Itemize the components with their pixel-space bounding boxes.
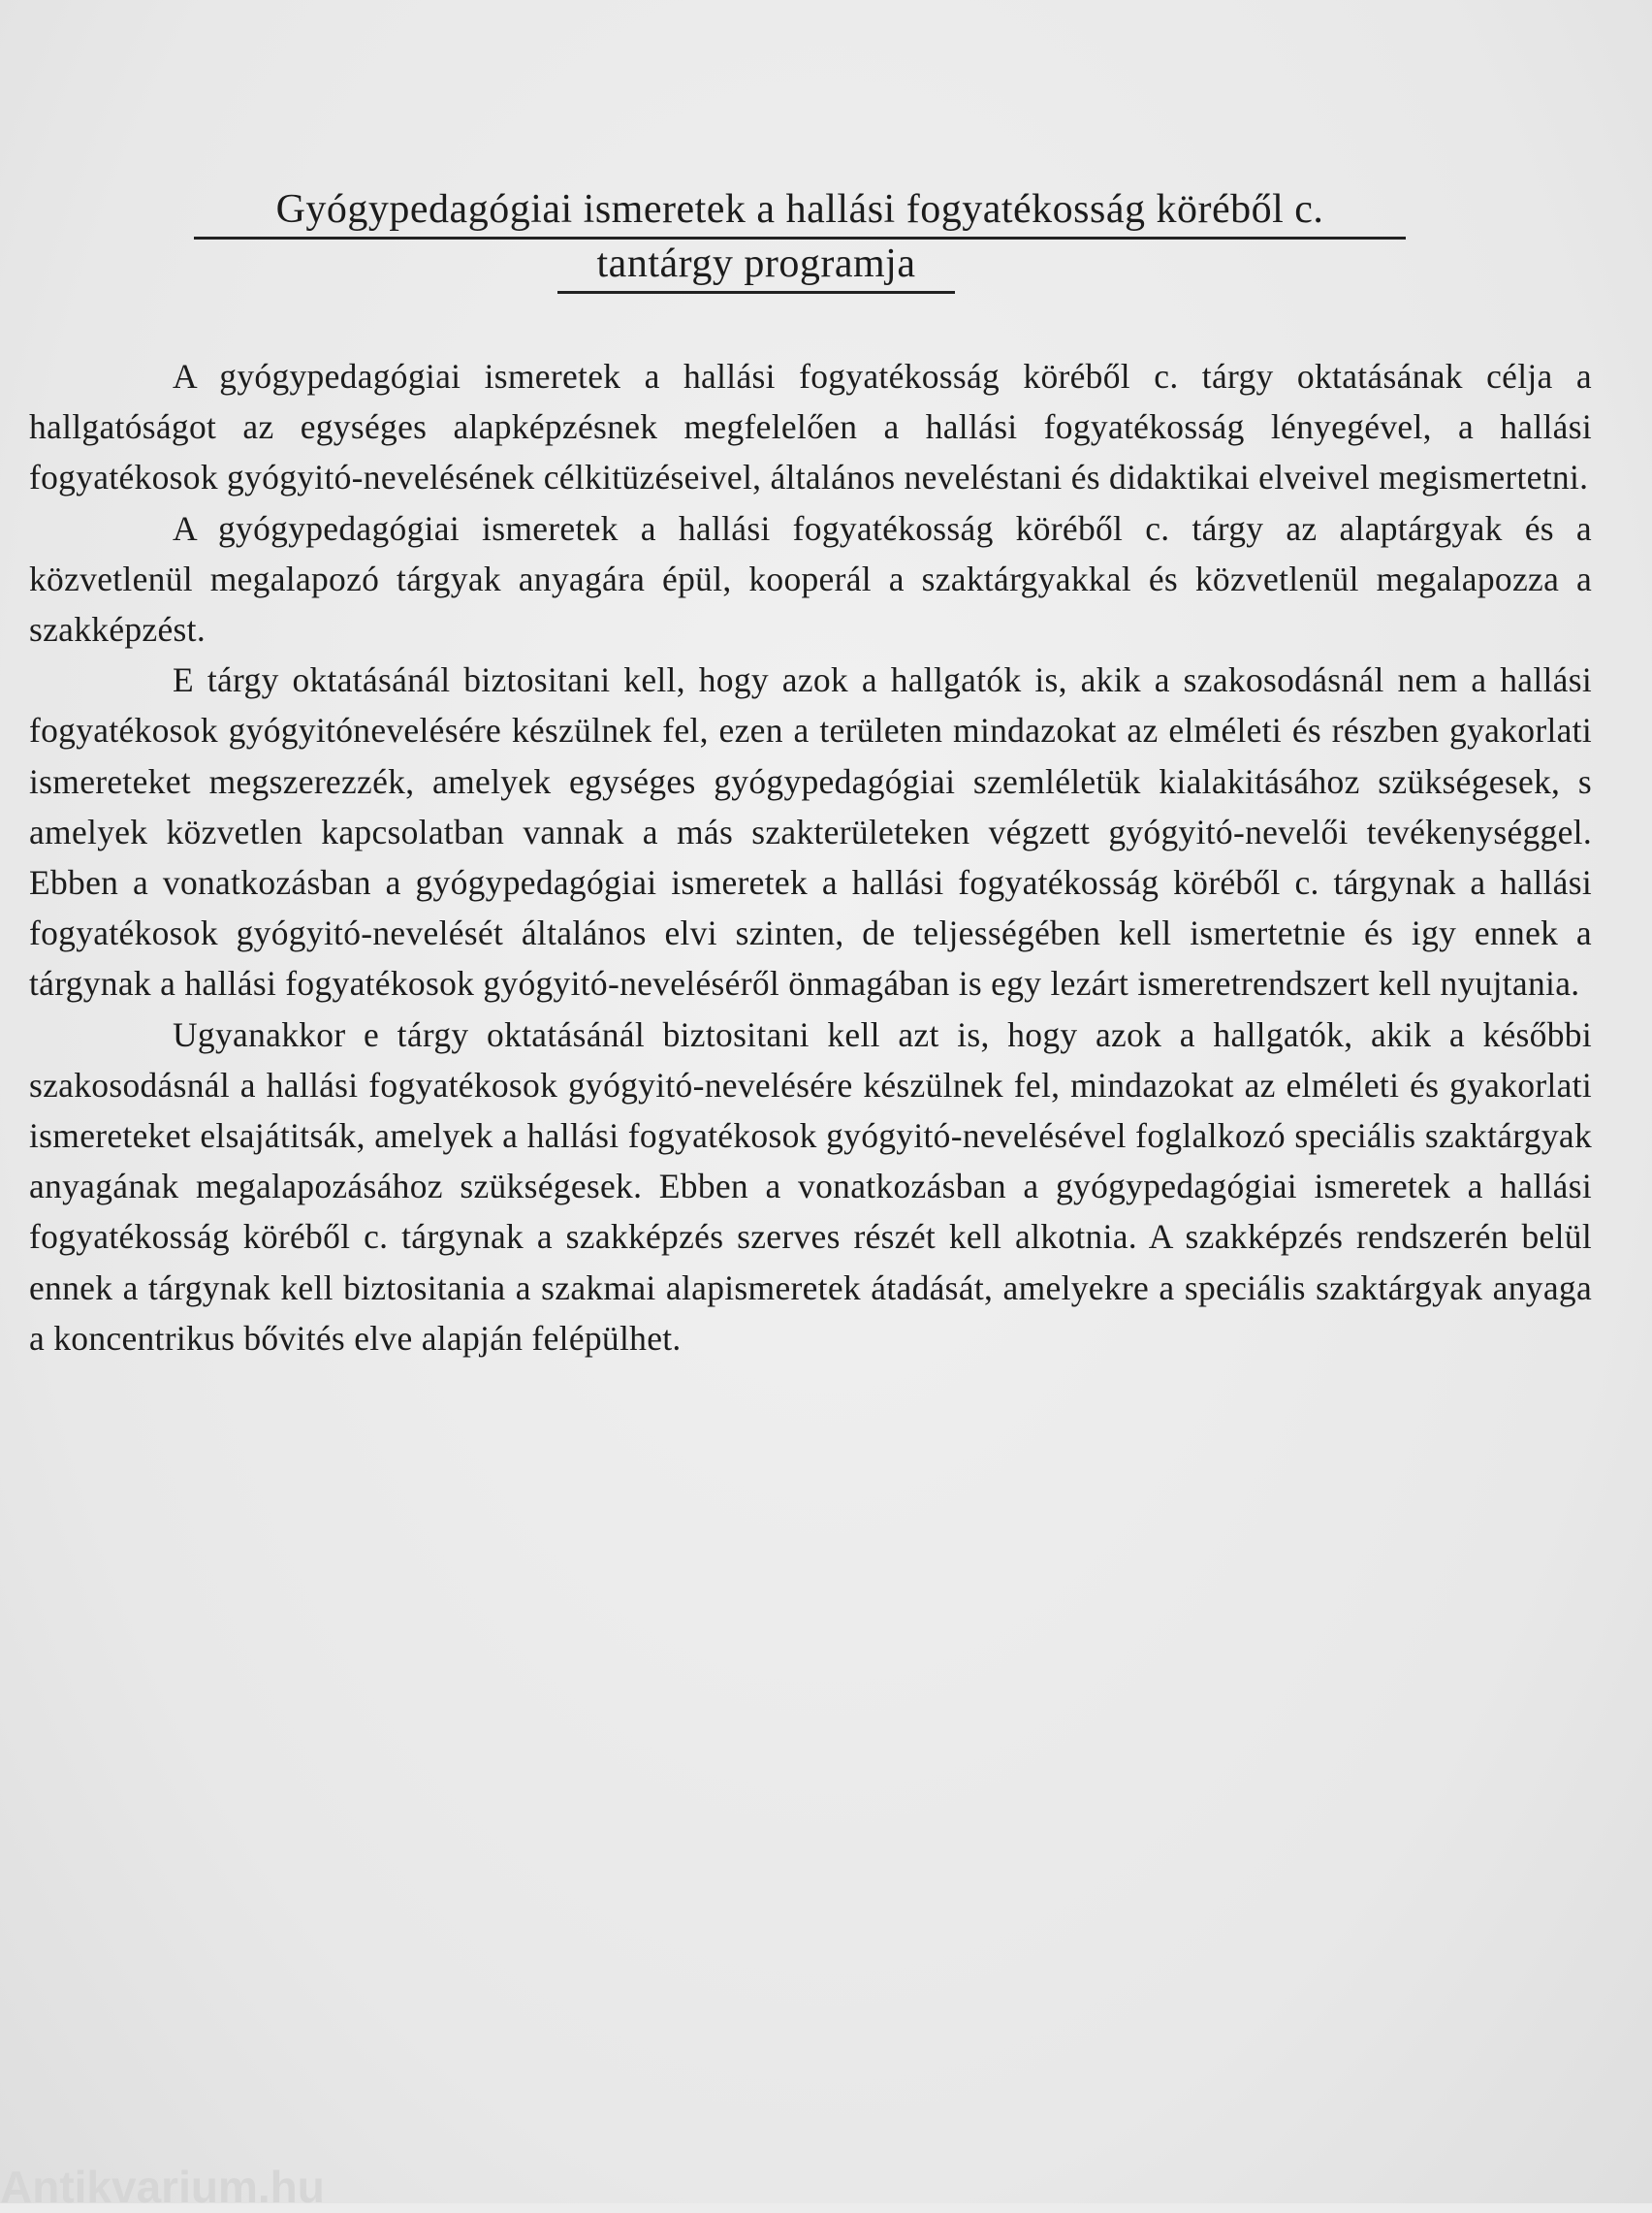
title-line-2: tantárgy programja [557, 239, 955, 294]
title-line-1: Gyógypedagógiai ismeretek a hallási fogyatékosság köréből c. [194, 184, 1406, 240]
paragraph-4: Ugyanakkor e tárgy oktatásánál biztositani kell azt is, hogy azok a hallgatók, akik a későbbi szakosodásnál a hallási fogyatékosok gyógyitó-nevelésére készülnek fel, mindazokat az elméleti és gyakorlati ismereteket elsajátitsák, amelyek a hallási fogyatékosok gyógyitó-nevelésével foglalkozó speciális szaktárgyak anyagának megalapozásához szükségesek. Ebben a vonatkozásban a gyógypedagógiai ismeretek a hallási fogyatékosság köréből c. tárgynak a szakképzés szerves részét kell alkotnia. A szakképzés rendszerén belül ennek a tárgynak kell biztositania a szakmai alapismeretek átadását, amelyekre a speciális szaktárgyak anyaga a koncentrikus bővités elve alapján felépülhet. [29, 1014, 1592, 1358]
paragraph-3: E tárgy oktatásánál biztositani kell, hogy azok a hallgatók is, akik a szakosodásnál nem a hallási fogyatékosok gyógyitónevelésére készülnek fel, ezen a területen mindazokat az elméleti és részben gyakorlati ismereteket megszerezzék, amelyek egységes gyógypedagógiai szemléletük kialakitásához szükségesek, s amelyek közvetlen kapcsolatban vannak a más szakterületeken végzett gyógyitó-nevelői tevékenységgel. Ebben a vonatkozásban a gyógypedagógiai ismeretek a hallási fogyatékosság köréből c. tárgynak a hallási fogyatékosok gyógyitó-nevelését általános elvi szinten, de teljességében kell ismertetnie és igy ennek a tárgynak a hallási fogyatékosok gyógyitó-neveléséről önmagában is egy lezárt ismeretrendszert kell nyujtania. [29, 660, 1592, 1004]
paragraph-2: A gyógypedagógiai ismeretek a hallási fogyatékosság köréből c. tárgy az alaptárgyak és a közvetlenül megalapozó tárgyak anyagára épül, kooperál a szaktárgyakkal és közvetlenül megalapozza a szakképzést. [29, 508, 1592, 650]
watermark: Antikvarium.hu [0, 2162, 325, 2212]
document-body [29, 351, 1592, 1363]
paragraph-1: A gyógypedagógiai ismeretek a hallási fogyatékosság köréből c. tárgy oktatásának célja a hallgatóságot az egységes alapképzésnek megfelelően a hallási fogyatékosság lényegével, a hallási fogyatékosok gyógyitó-nevelésének célkitüzéseivel, általános neveléstani és didaktikai elveivel megismertetni. [29, 357, 1592, 497]
